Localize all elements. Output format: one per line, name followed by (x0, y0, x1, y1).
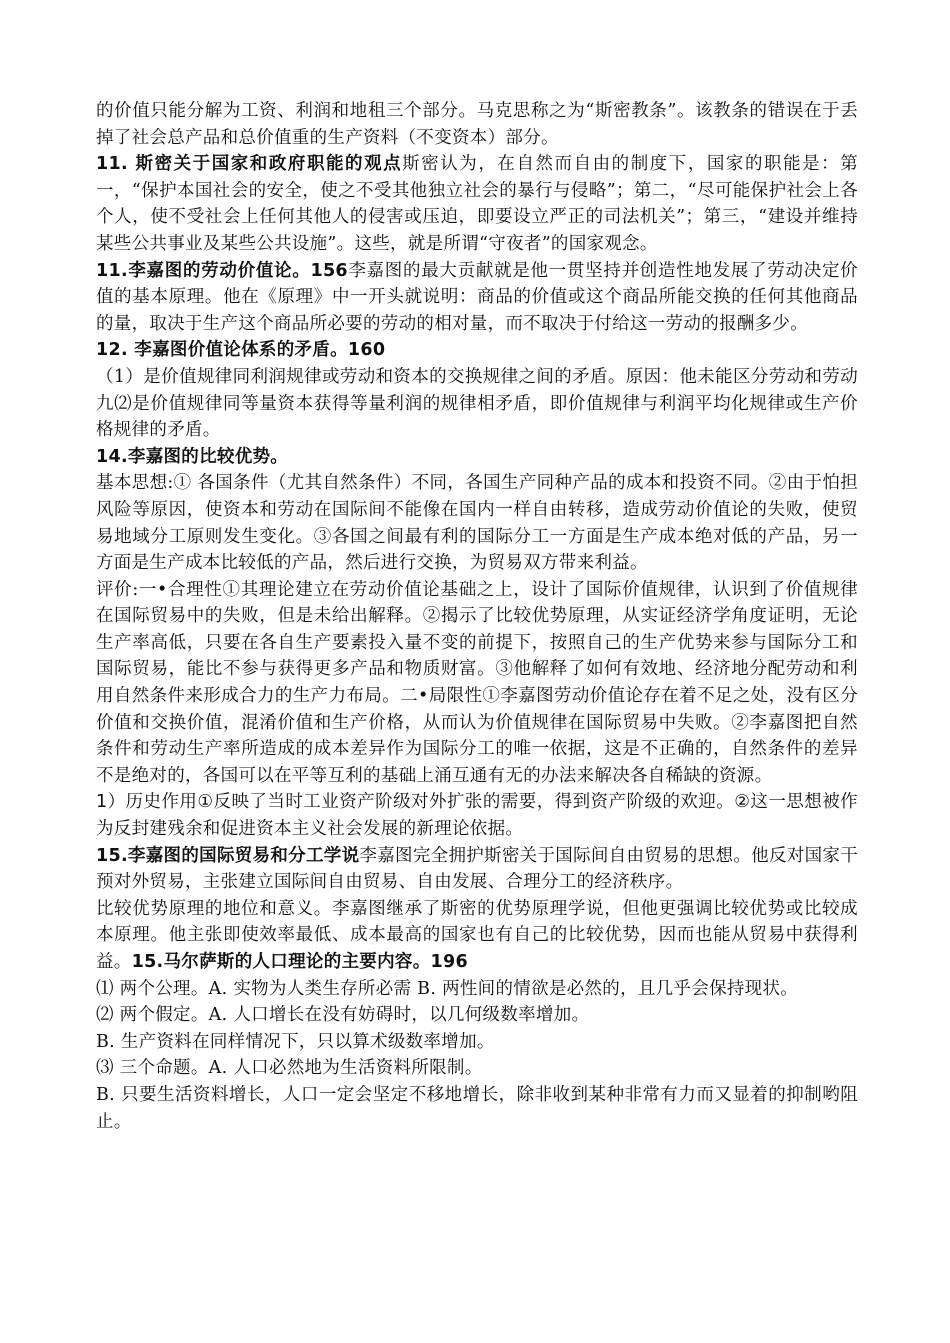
text-labor-value: 李嘉图的最大贡献就是他一贯坚持并创造性地发展了劳动决定价值的基本原理。他在《原理》中一开头就说明：商品的价值或这个商品所能交换的任何其他商品的量，取决于生产这个商品所必要的劳动的相对量，而不取决于付给这一劳动的报酬多少。 (96, 260, 858, 334)
paragraph-comparative-significance (96, 896, 858, 976)
paragraph-contradiction-heading (96, 337, 858, 364)
heading-labor-value: 11.李嘉图的劳动价值论。156 (96, 260, 348, 281)
paragraph-assumptions: ⑵ 两个假定。A. 人口增长在没有妨碍时，以几何级数率增加。 (96, 1005, 590, 1026)
paragraph-historical-role: 1）历史作用①反映了当时工业资产阶级对外扩张的需要，得到资产阶级的欢迎。②这一思想被作为反封建残余和促进资本主义社会发展的新理论依据。 (96, 792, 858, 840)
paragraph-comparative-heading (96, 444, 858, 471)
paragraph-proposition-b: B. 只要生活资料增长，人口一定会坚定不移地增长，除非收到某种非常有力而又显着的抑制哟阻止。 (96, 1084, 858, 1132)
text-state-functions: 斯密认为，在自然而自由的制度下，国家的职能是：第一，“保护本国社会的安全，使之不受其他独立社会的暴行与侵略”；第二，“尽可能保护社会上各个人，使不受社会上任何其他人的侵害或压迫，即要设立严正的司法机关”；第三，“建设并维持某些公共事业及某些公共设施”。这些，就是所谓“守夜者”的国家观念。 (96, 154, 858, 254)
heading-contradiction: 12. 李嘉图价值论体系的矛盾。160 (96, 340, 386, 361)
paragraph-propositions: ⑶ 三个命题。A. 人口必然地为生活资料所限制。 (96, 1058, 483, 1079)
paragraph-labor-value (96, 258, 858, 338)
paragraph-assumption-b: B. 生产资料在同样情况下，只以算术级数率增加。 (96, 1031, 495, 1052)
paragraph-axioms: ⑴ 两个公理。A. 实物为人类生存所必需 B. 两性间的情欲是必然的，且几乎会保持现状。 (96, 978, 799, 999)
document-body (96, 98, 858, 1135)
paragraph-trade-theory (96, 843, 858, 896)
heading-comparative-advantage: 14.李嘉图的比较优势。 (96, 446, 289, 467)
paragraph-basic-idea: 基本思想:① 各国条件（尤其自然条件）不同，各国生产同种产品的成本和投资不同。②由于怕担风险等原因，使资本和劳动在国际间不能像在国内一样自由转移，造成劳动价值论的失败，使贸易地域分工原则发生变化。③各国之间最有利的国际分工一方面是生产成本绝对低的产品，另一方面是生产成本比较低的产品，然后进行交换，为贸易双方带来利益。 (96, 473, 858, 574)
text-trade-theory: 李嘉图完全拥护斯密关于国际间自由贸易的思想。他反对国家干预对外贸易，主张建立国际间自由贸易、自由发展、合理分工的经济秩序。 (96, 845, 858, 893)
heading-trade-theory: 15.李嘉图的国际贸易和分工学说 (96, 845, 360, 866)
paragraph-contradiction-body: （1）是价值规律同利润规律或劳动和资本的交换规律之间的矛盾。原因：他未能区分劳动和劳动九⑵是价值规律同等量资本获得等量利润的规律相矛盾，即价值规律与利润平均化规律或生产价格规律的矛盾。 (96, 366, 858, 441)
paragraph-smith-dogma: 的价值只能分解为工资、利润和地租三个部分。马克思称之为“斯密教条”。该教条的错误在于丢掉了社会总产品和总价值重的生产资料（不变资本）部分。 (96, 101, 858, 148)
paragraph-state-functions (96, 151, 858, 257)
paragraph-evaluation: 评价:一•合理性①其理论建立在劳动价值论基础之上，设计了国际价值规律，认识到了价值规律在国际贸易中的失败，但是未给出解释。②揭示了比较优势原理，从实证经济学角度证明，无论生产率高低，只要在各自生产要素投入量不变的前提下，按照自己的生产优势来参与国际分工和国际贸易，能比不参与获得更多产品和物质财富。③他解释了如何有效地、经济地分配劳动和利用自然条件来形成合力的生产力布局。二•局限性①李嘉图劳动价值论存在着不足之处，没有区分价值和交换价值，混淆价值和生产价格，从而认为价值规律在国际贸易中失败。②李嘉图把自然条件和劳动生产率所造成的成本差异作为国际分工的唯一依据，这是不正确的，自然条件的差异不是绝对的，各国可以在平等互利的基础上涌互通有无的办法来解决各自稀缺的资源。 (96, 579, 858, 786)
heading-malthus: 15.马尔萨斯的人口理论的主要内容。196 (131, 952, 468, 972)
text-comparative-significance: 比较优势原理的地位和意义。李嘉图继承了斯密的优势原理学说，但他更强调比较优势或比较成本原理。他主张即使效率最低、成本最高的国家也有自己的比较优势，因而也能从贸易中获得利益。 (96, 898, 858, 972)
heading-state-functions: 11. 斯密关于国家和政府职能的观点 (96, 154, 403, 175)
